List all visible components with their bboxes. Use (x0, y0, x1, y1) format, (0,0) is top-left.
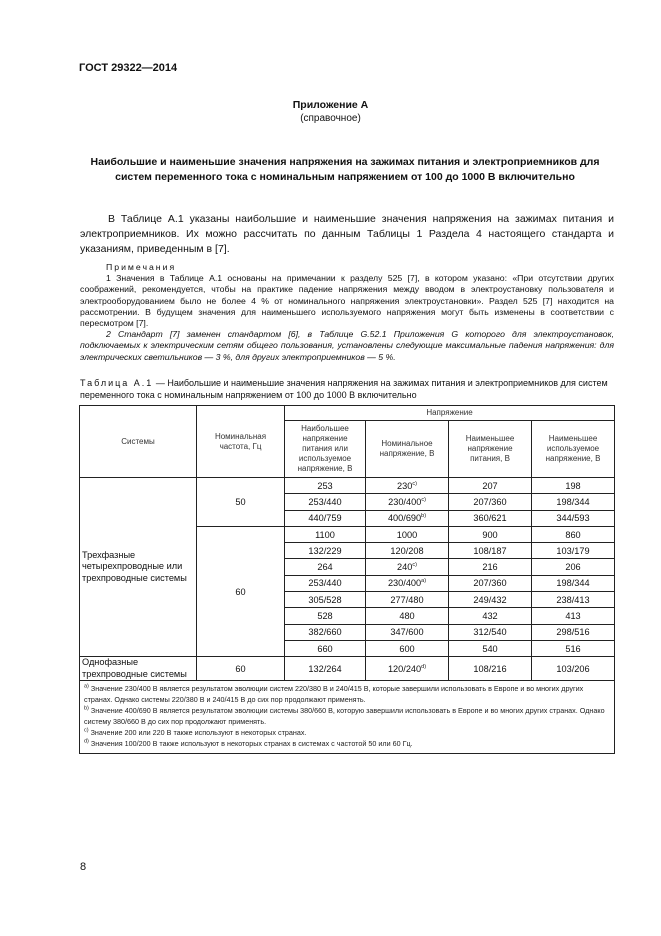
group-three-phase: Трехфазные четырехпроводные или трехпроводные системы (80, 478, 197, 657)
cell-min: 540 (449, 640, 532, 656)
intro-paragraph: В Таблице А.1 указаны наибольшие и наименьшие значения напряжения на зажимах питания и электроприемников. Их можно рассчитать по данным Таблицы 1 Раздела 4 настоящего стандарта и указаниям, приведенным в [7]. (80, 213, 614, 255)
footnote-ref: d) (421, 663, 427, 670)
standard-header: ГОСТ 29322—2014 (79, 62, 178, 74)
freq-cell-60: 60 (197, 526, 285, 656)
table-row (80, 657, 615, 681)
cell-max: 305/528 (285, 592, 366, 608)
cell-max: 253/440 (285, 575, 366, 591)
cell-nominal-value: 230 (397, 480, 413, 491)
cell-min: 312/540 (449, 624, 532, 640)
cell-nominal-value: 230/400 (388, 496, 422, 507)
header-min-used: Наименьшее используемое напряжение, В (532, 421, 615, 478)
cell-max: 253 (285, 478, 366, 494)
table-row (80, 478, 615, 494)
cell-max: 528 (285, 608, 366, 624)
cell-used: 198 (532, 478, 615, 494)
cell-min: 108/187 (449, 543, 532, 559)
footnote-mark: a) (84, 683, 89, 690)
cell-used: 103/206 (532, 657, 615, 681)
cell-used: 413 (532, 608, 615, 624)
cell-nominal-value: 277/480 (390, 594, 424, 605)
cell-nominal-value: 347/600 (390, 627, 424, 638)
table-caption (80, 378, 614, 401)
cell-used: 198/344 (532, 494, 615, 510)
freq-cell-60b: 60 (197, 657, 285, 681)
table-caption-text: — Наибольшие и наименьшие значения напряжения на зажимах питания и электроприемников для систем переменного тока с номинальным напряжением от 100 до 1000 В включительно (80, 378, 608, 400)
header-nominal: Номинальное напряжение, В (366, 421, 449, 478)
cell-nominal-value: 600 (399, 643, 415, 654)
footnote-c (84, 727, 610, 738)
cell-max: 660 (285, 640, 366, 656)
header-max-supply: Наибольшее напряжение питания или используемое напряжение, В (285, 421, 366, 478)
annex-subtitle: (справочное) (300, 113, 361, 124)
cell-used: 198/344 (532, 575, 615, 591)
cell-nominal-value: 120/240 (387, 663, 422, 674)
header-min-supply: Наименьшее напряжение питания, В (449, 421, 532, 478)
cell-min: 207/360 (449, 575, 532, 591)
header-frequency: Номинальная частота, Гц (197, 406, 285, 478)
cell-nominal-value: 240 (397, 562, 413, 573)
cell-used: 344/593 (532, 510, 615, 526)
cell-min: 207 (449, 478, 532, 494)
cell-nominal (366, 478, 449, 494)
header-systems: Системы (80, 406, 197, 478)
cell-max: 264 (285, 559, 366, 575)
footnotes-row (80, 681, 615, 754)
cell-max: 132/229 (285, 543, 366, 559)
cell-used: 103/179 (532, 543, 615, 559)
cell-nominal (366, 494, 449, 510)
cell-used: 238/413 (532, 592, 615, 608)
footnote-text: Значения 100/200 В также используют в некоторых странах в системах с частотой 50 или 60 Гц. (88, 739, 413, 749)
cell-nominal (366, 575, 449, 591)
cell-used: 516 (532, 640, 615, 656)
freq-cell-50: 50 (197, 478, 285, 527)
cell-nominal (366, 592, 449, 608)
footnote-ref: b) (421, 513, 427, 520)
cell-nominal (366, 526, 449, 542)
cell-used: 298/516 (532, 624, 615, 640)
cell-nominal-value: 480 (399, 611, 415, 622)
cell-min: 108/216 (449, 657, 532, 681)
footnote-ref: a) (421, 578, 427, 585)
main-title: Наибольшие и наименьшие значения напряжения на зажимах питания и электроприемников для систем переменного тока с номинальным напряжением от 100 до 1000 В включительно (90, 156, 600, 183)
footnote-ref: c) (412, 480, 417, 487)
note-1: 1 Значения в Таблице А.1 основаны на примечании к разделу 525 [7], в котором указано: «При отсутствии других соображений, рекомендуется, чтобы на практике падение напряжения между вводом в электроустановку пользователя и электрооборудованием было не более 4 % от номинального напряжения электроустановки». Раздел 525 [7] находится на рассмотрении. В будущем значения для наименьшего используемого напряжения могут быть изменены в соответствии с пересмотром [7]. (80, 273, 614, 329)
cell-nominal (366, 510, 449, 526)
table-caption-label: Таблица А.1 (80, 378, 154, 388)
footnote-mark: b) (84, 705, 89, 712)
cell-min: 900 (449, 526, 532, 542)
footnote-text: Значение 230/400 В является результатом эволюции систем 220/380 В и 240/415 В, которые завершили использовать в Европе и во многих других странах. Однако системы 220/380 В и 240/415 В до сих пор продолжают применять. (84, 684, 584, 705)
cell-min: 432 (449, 608, 532, 624)
cell-max: 132/264 (285, 657, 366, 681)
cell-used: 206 (532, 559, 615, 575)
note-2: 2 Стандарт [7] заменен стандартом [6], в Таблице G.52.1 Приложения G которого для электроустановок, подключаемых к электрическим сетям общего пользования, установлены следующие максимальные падения напряжения: для электрических светильников — 3 %, для других электроприемников — 5 %. (80, 329, 614, 362)
footnote-ref: c) (421, 496, 426, 503)
notes-block (80, 262, 614, 363)
cell-nominal-value: 400/690 (387, 513, 422, 524)
page-number: 8 (80, 861, 87, 873)
table-footnotes (80, 681, 615, 754)
cell-min: 207/360 (449, 494, 532, 510)
cell-min: 360/621 (449, 510, 532, 526)
cell-min: 249/432 (449, 592, 532, 608)
cell-nominal-value: 230/400 (387, 578, 422, 589)
cell-max: 382/660 (285, 624, 366, 640)
cell-max: 440/759 (285, 510, 366, 526)
footnote-mark: c) (84, 727, 89, 734)
cell-min: 216 (449, 559, 532, 575)
cell-nominal (366, 640, 449, 656)
cell-max: 1100 (285, 526, 366, 542)
voltage-table (79, 405, 615, 754)
footnote-text: Значение 200 или 220 В также используют в некоторых странах. (88, 728, 307, 738)
footnote-b (84, 705, 610, 727)
cell-nominal (366, 608, 449, 624)
footnote-text: Значение 400/690 В является результатом эволюции системы 380/660 В, которую завершили использовать в Европе и во многих других странах. Однако систему 380/660 В до сих пор продолжают применять. (84, 706, 605, 727)
cell-nominal-value: 120/208 (390, 545, 424, 556)
cell-nominal (366, 559, 449, 575)
group-single-phase: Однофазные трехпроводные системы (80, 657, 197, 681)
cell-nominal-value: 1000 (396, 529, 418, 540)
annex-title: Приложение А (292, 99, 369, 111)
footnote-ref: c) (412, 562, 417, 569)
footnote-a (84, 683, 610, 705)
cell-nominal (366, 543, 449, 559)
cell-max: 253/440 (285, 494, 366, 510)
notes-heading: Примечания (106, 262, 177, 272)
footnote-d (84, 738, 610, 749)
cell-nominal (366, 624, 449, 640)
cell-used: 860 (532, 526, 615, 542)
header-voltage-group: Напряжение (285, 406, 615, 421)
footnote-mark: d) (84, 738, 89, 745)
cell-nominal (366, 657, 449, 681)
